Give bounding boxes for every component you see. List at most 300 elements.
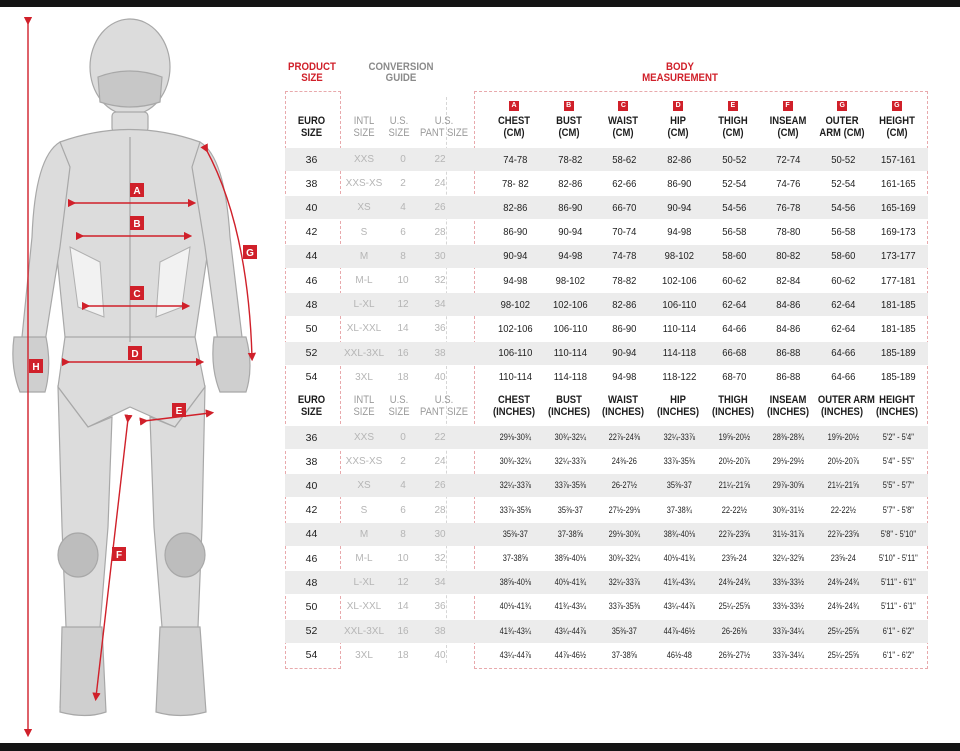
measurement-cell: 21¼-21⅝ xyxy=(718,480,750,492)
measurement-cell: 32¼-33⅞ xyxy=(609,577,641,589)
measurement-cell: 33⅞-34¼ xyxy=(773,649,805,661)
measurement-cell: 110-114 xyxy=(553,347,587,360)
measurement-cell: 98-102 xyxy=(555,274,585,287)
measurement-cell: 80-82 xyxy=(776,250,801,263)
measurement-cell: 157-161 xyxy=(880,153,916,166)
svg-text:D: D xyxy=(131,349,139,360)
us-size-cell: 10 xyxy=(397,275,409,286)
cm-header-us: U.S. SIZE xyxy=(388,115,410,139)
measurement-cell: 114-118 xyxy=(553,371,587,384)
measurement-cell: 41¾-43¼ xyxy=(554,601,586,613)
column-badge-icon: F xyxy=(783,101,793,111)
measurement-cell: 6'1" - 6'2" xyxy=(882,649,914,661)
us-size-cell: 18 xyxy=(397,371,409,383)
measurement-cell: 30¾-32¼ xyxy=(499,456,532,468)
measurement-cell: 44⅞-46½ xyxy=(663,625,696,637)
euro-size-cell: 38 xyxy=(305,177,318,190)
measurement-cell: 20½-20⅞ xyxy=(718,456,750,468)
intl-size-cell: M-L xyxy=(355,275,373,286)
column-badge-icon: G xyxy=(892,101,902,111)
euro-size-cell: 38 xyxy=(305,455,318,468)
measure-label-d-icon xyxy=(128,346,142,360)
intl-size-cell: XXS xyxy=(353,432,374,443)
euro-size-cell: 44 xyxy=(305,528,318,541)
table-row xyxy=(285,523,928,546)
measurement-cell: 23⅝-24 xyxy=(830,553,857,564)
measurement-cell: 33⅞-35⅜ xyxy=(609,601,641,613)
euro-size-cell: 54 xyxy=(305,649,318,662)
measurement-cell: 33⅛-33½ xyxy=(773,577,805,589)
euro-size-cell: 52 xyxy=(305,625,318,638)
us-size-cell: 2 xyxy=(400,456,406,468)
column-badge-icon: C xyxy=(618,101,628,111)
measurement-cell: 40⅛-41¾ xyxy=(554,577,586,589)
measurement-cell: 78-80 xyxy=(776,226,801,239)
table-row xyxy=(285,571,928,594)
intl-size-cell: XXS-XS xyxy=(345,178,383,190)
measurement-cell: 106-110 xyxy=(662,298,697,311)
euro-size-cell: 48 xyxy=(305,576,318,589)
table-row xyxy=(285,342,928,365)
euro-size-cell: 40 xyxy=(305,201,318,214)
pant-size-cell: 26 xyxy=(434,202,446,214)
measurement-cell: 54-56 xyxy=(831,201,856,214)
measurement-cell: 66-68 xyxy=(722,347,747,360)
measurement-cell: 58-62 xyxy=(612,153,637,166)
measurement-cell: 161-165 xyxy=(880,177,916,190)
measurement-cell: 5'8" - 5'10" xyxy=(880,528,916,540)
inch-header-1: BUST (INCHES) xyxy=(547,394,590,418)
us-size-cell: 0 xyxy=(400,154,406,165)
measurement-cell: 90-94 xyxy=(667,201,692,214)
measure-label-a-icon xyxy=(130,183,144,197)
us-size-cell: 12 xyxy=(397,299,409,311)
us-size-cell: 8 xyxy=(400,528,406,540)
pant-size-cell: 32 xyxy=(434,275,446,286)
measure-label-h-icon xyxy=(29,359,43,373)
measurement-cell: 5'5" - 5'7" xyxy=(882,480,914,492)
measurement-cells xyxy=(488,250,926,262)
measurement-cell: 86-90 xyxy=(557,201,583,214)
measurement-cells xyxy=(488,323,926,335)
measurement-cell: 60-62 xyxy=(722,274,747,287)
measurement-cell: 35⅜-37 xyxy=(502,528,528,540)
measurement-cell: 21¼-21⅝ xyxy=(827,480,860,492)
size-chart xyxy=(0,7,960,743)
measurement-cell: 24⅜-24¾ xyxy=(718,577,750,589)
measurement-cell: 90-94 xyxy=(557,226,583,239)
pant-size-cell: 24 xyxy=(434,456,446,468)
measurement-cell: 110-114 xyxy=(662,322,697,335)
measurement-cell: 6'1" - 6'2" xyxy=(882,625,914,637)
measurement-cell: 43¼-44⅞ xyxy=(554,625,586,637)
measurement-cells xyxy=(488,650,926,661)
cm-header-5: INSEAM (CM) xyxy=(769,115,806,139)
table-row xyxy=(285,474,928,497)
product-size-header: PRODUCT SIZE xyxy=(288,61,336,84)
pant-size-cell: 36 xyxy=(434,323,446,335)
measurement-cell: 43¼-44⅞ xyxy=(663,601,696,613)
measurement-cell: 41¾-43¼ xyxy=(663,577,696,589)
body-measurement-header: BODY MEASUREMENT xyxy=(642,61,718,84)
table-row xyxy=(285,269,928,292)
measure-label-c-icon xyxy=(130,286,144,300)
measurement-cell: 82-86 xyxy=(612,298,637,311)
measurement-cell: 60-62 xyxy=(831,274,856,287)
intl-size-cell: XS xyxy=(357,202,371,214)
measurement-cell: 25¼-25⅝ xyxy=(718,601,750,613)
table-row xyxy=(285,148,928,171)
measurement-cell: 82-86 xyxy=(503,201,528,214)
measurement-cell: 86-88 xyxy=(776,371,801,384)
measurement-cell: 78-82 xyxy=(612,274,637,287)
measurement-cell: 24⅜-24¾ xyxy=(827,601,860,613)
measurement-cell: 40⅛-41¾ xyxy=(663,553,696,564)
cm-header-2: WAIST (CM) xyxy=(608,115,639,139)
table-row xyxy=(285,547,928,570)
intl-size-cell: XS xyxy=(357,480,371,492)
measurement-cell: 37-38⅝ xyxy=(612,649,638,661)
inch-header-3: HIP (INCHES) xyxy=(657,394,700,418)
measurement-cell: 106-110 xyxy=(553,322,588,335)
conversion-guide-header: CONVERSION GUIDE xyxy=(368,61,434,84)
measurement-cell: 118-122 xyxy=(662,371,697,384)
measurement-cell: 26-26⅜ xyxy=(721,625,747,637)
column-badge-icon: D xyxy=(673,101,683,111)
measurement-cells xyxy=(488,553,926,564)
column-badge-icon: B xyxy=(564,101,574,111)
us-size-cell: 18 xyxy=(397,649,409,661)
measurement-cell: 98-102 xyxy=(500,298,531,311)
table-row xyxy=(285,245,928,268)
measurement-cell: 32¼-33⅞ xyxy=(663,432,696,443)
measurement-cell: 33⅞-34¼ xyxy=(773,625,805,637)
measurement-cell: 40⅛-41¾ xyxy=(499,601,532,613)
svg-text:H: H xyxy=(32,362,40,373)
intl-size-cell: XXS xyxy=(353,154,374,165)
cm-header-3: HIP (CM) xyxy=(667,115,689,139)
measurement-cell: 78-82 xyxy=(557,153,583,166)
intl-size-cell: S xyxy=(360,504,368,516)
pant-size-cell: 38 xyxy=(434,347,446,359)
measurement-cell: 23⅝-24 xyxy=(721,553,747,564)
measurement-cell: 114-118 xyxy=(662,347,697,360)
rider-suit-illustration xyxy=(0,7,275,743)
cm-header-intl: INTL SIZE xyxy=(353,115,375,139)
intl-size-cell: XXS-XS xyxy=(345,456,383,468)
measurement-cell: 185-189 xyxy=(880,371,916,384)
svg-text:F: F xyxy=(115,550,123,561)
measurement-cell: 29⅛-30¾ xyxy=(609,528,641,540)
measurement-cell: 29⅛-30¾ xyxy=(499,432,532,443)
measurement-cell: 5'2" - 5'4" xyxy=(882,432,914,443)
us-size-cell: 16 xyxy=(397,347,409,359)
measurement-cell: 44⅞-46½ xyxy=(554,649,586,661)
measurement-cells xyxy=(488,626,926,637)
intl-size-cell: XXL-3XL xyxy=(343,625,385,637)
inch-header-intl: INTL SIZE xyxy=(353,394,375,418)
measurement-cell: 24⅜-26 xyxy=(612,456,638,468)
measurement-cell: 62-66 xyxy=(612,177,637,190)
pant-size-cell: 30 xyxy=(434,528,446,540)
measurement-cell: 64-66 xyxy=(831,371,856,384)
euro-size-cell: 46 xyxy=(305,552,318,565)
measurement-cell: 52-54 xyxy=(722,177,747,190)
measurement-cells xyxy=(488,299,926,311)
cm-header-euro: EURO SIZE xyxy=(297,115,326,139)
measurement-cells xyxy=(488,154,926,166)
intl-size-cell: L-XL xyxy=(353,577,375,589)
measurement-cell: 26-27½ xyxy=(612,480,638,492)
measurement-cell: 102-106 xyxy=(662,274,697,287)
pant-size-cell: 36 xyxy=(434,601,446,613)
table-row xyxy=(285,595,928,618)
measurement-cell: 173-177 xyxy=(880,250,916,263)
pant-size-cell: 34 xyxy=(434,299,446,311)
pant-size-cell: 38 xyxy=(434,625,446,637)
measurement-cell: 29⅛-29½ xyxy=(773,456,805,468)
measurement-cell: 106-110 xyxy=(498,347,533,360)
table-row xyxy=(285,450,928,473)
measurement-cell: 94-98 xyxy=(557,250,583,263)
measurement-cell: 102-106 xyxy=(552,298,588,311)
pant-size-cell: 40 xyxy=(434,649,446,661)
measurement-cells xyxy=(488,577,926,588)
euro-size-cell: 52 xyxy=(305,347,318,360)
cm-header-4: THIGH (CM) xyxy=(718,115,748,139)
cm-header-pant: U.S. PANT SIZE xyxy=(419,115,468,139)
euro-size-cell: 36 xyxy=(305,431,318,444)
measurement-cell: 169-173 xyxy=(880,226,916,239)
measurement-cell: 29⅞-30⅝ xyxy=(773,480,805,492)
pant-size-cell: 40 xyxy=(434,371,446,383)
measurement-cell: 74-78 xyxy=(612,250,637,263)
svg-text:A: A xyxy=(133,186,141,197)
measurement-cell: 64-66 xyxy=(831,347,856,360)
measurement-cells xyxy=(488,505,926,516)
measurement-cell: 177-181 xyxy=(880,274,916,287)
us-size-cell: 16 xyxy=(397,625,409,637)
inch-header-2: WAIST (INCHES) xyxy=(602,394,645,418)
measurement-cell: 33⅞-35⅜ xyxy=(663,456,696,468)
measurement-cell: 110-114 xyxy=(498,371,532,384)
column-badge-icon: E xyxy=(728,101,738,111)
measurement-cell: 22⅞-23⅝ xyxy=(718,528,750,540)
measurement-cell: 27½-29⅛ xyxy=(609,504,641,516)
measurement-cell: 35⅜-37 xyxy=(557,504,583,516)
euro-size-cell: 50 xyxy=(305,600,318,613)
measurement-cell: 38⅝-40⅛ xyxy=(499,577,532,589)
measurement-cell: 37-38⅝ xyxy=(557,528,583,540)
pant-size-cell: 34 xyxy=(434,577,446,589)
column-badge-icon: A xyxy=(509,101,519,111)
table-row xyxy=(285,317,928,340)
table-row xyxy=(285,221,928,244)
measurement-cell: 33⅞-35⅜ xyxy=(554,480,586,492)
pant-size-cell: 22 xyxy=(434,432,446,443)
inch-header-6: OUTER ARM (INCHES) xyxy=(818,394,876,418)
table-row xyxy=(285,293,928,316)
us-size-cell: 6 xyxy=(400,504,406,516)
euro-size-cell: 40 xyxy=(305,479,318,492)
measurement-cell: 33⅛-33½ xyxy=(773,601,805,613)
measurement-cell: 76-78 xyxy=(776,201,801,214)
measurement-cell: 26⅜-27½ xyxy=(718,649,750,661)
pant-size-cell: 22 xyxy=(434,154,446,165)
cm-header-0: CHEST (CM) xyxy=(497,115,531,139)
measurement-cell: 37-38⅝ xyxy=(502,553,528,564)
cm-header-7: HEIGHT (CM) xyxy=(879,115,915,139)
euro-size-cell: 36 xyxy=(305,153,318,166)
measure-label-f-icon xyxy=(112,547,126,561)
measurement-cell: 58-60 xyxy=(722,250,747,263)
us-size-cell: 0 xyxy=(400,432,406,443)
measurement-cell: 37-38¾ xyxy=(666,504,692,516)
inch-header-us: U.S. SIZE xyxy=(388,394,410,418)
measurement-cell: 32¼-32⅝ xyxy=(773,553,805,564)
pant-size-cell: 30 xyxy=(434,250,446,262)
measure-label-b-icon xyxy=(130,216,144,230)
euro-size-cell: 42 xyxy=(305,504,318,517)
measurement-cells xyxy=(488,347,926,359)
measurement-cell: 52-54 xyxy=(831,177,856,190)
measurement-cell: 82-84 xyxy=(776,274,801,287)
measurement-cell: 5'11" - 6'1" xyxy=(880,601,916,613)
measurement-cell: 62-64 xyxy=(831,298,856,311)
measurement-cell: 30¾-31½ xyxy=(773,504,805,516)
measurement-cell: 33⅞-35⅜ xyxy=(499,504,532,516)
measurement-cell: 5'10" - 5'11" xyxy=(878,553,918,564)
intl-size-cell: M-L xyxy=(355,553,373,564)
measurement-cell: 86-90 xyxy=(612,322,637,335)
measurement-cells xyxy=(488,178,926,190)
us-size-cell: 4 xyxy=(400,480,406,492)
measurement-cells xyxy=(488,202,926,214)
measurement-cell: 31½-31⅞ xyxy=(773,528,805,540)
intl-size-cell: 3XL xyxy=(355,649,373,661)
measurement-cell: 19⅝-20½ xyxy=(827,432,860,443)
measurement-cells xyxy=(488,275,926,287)
us-size-cell: 2 xyxy=(400,178,406,190)
measurement-cell: 72-74 xyxy=(776,153,801,166)
us-size-cell: 14 xyxy=(397,323,409,335)
measure-label-e-icon xyxy=(172,403,186,417)
measurement-cell: 41¾-43¼ xyxy=(499,625,532,637)
measurement-cell: 78- 82 xyxy=(501,177,529,190)
column-badge-icon: G xyxy=(837,101,847,111)
measurement-cell: 24⅜-24¾ xyxy=(827,577,860,589)
measurement-cell: 20½-20⅞ xyxy=(827,456,860,468)
measurement-cell: 90-94 xyxy=(503,250,528,263)
pant-size-cell: 26 xyxy=(434,480,446,492)
measurement-cell: 66-70 xyxy=(612,201,637,214)
cm-header-1: BUST (CM) xyxy=(555,115,582,139)
measurement-cell: 86-90 xyxy=(503,226,528,239)
inch-header-pant: U.S. PANT SIZE xyxy=(419,394,468,418)
measurement-cells xyxy=(488,480,926,491)
measurement-cells xyxy=(488,226,926,238)
measurement-cell: 54-56 xyxy=(722,201,747,214)
measurement-cell: 50-52 xyxy=(722,153,747,166)
euro-size-cell: 48 xyxy=(305,298,318,311)
measurement-cell: 35⅜-37 xyxy=(612,625,638,637)
intl-size-cell: XXL-3XL xyxy=(343,347,385,359)
measurement-cell: 19⅝-20½ xyxy=(718,432,750,443)
measurement-cells xyxy=(488,432,926,443)
measurement-cell: 25¼-25⅝ xyxy=(827,625,860,637)
us-size-cell: 14 xyxy=(397,601,409,613)
euro-size-cell: 42 xyxy=(305,226,318,239)
svg-text:G: G xyxy=(246,248,254,259)
measurement-cell: 94-98 xyxy=(612,371,637,384)
intl-size-cell: M xyxy=(359,528,369,540)
table-row xyxy=(285,172,928,195)
us-size-cell: 10 xyxy=(397,553,409,564)
measurement-cell: 74-76 xyxy=(776,177,801,190)
measurement-cell: 5'4" - 5'5" xyxy=(882,456,914,468)
intl-size-cell: L-XL xyxy=(353,299,375,311)
measurement-cell: 181-185 xyxy=(880,322,916,335)
table-row xyxy=(285,426,928,449)
measurement-cell: 30¾-32¼ xyxy=(609,553,641,564)
measurement-cell: 94-98 xyxy=(503,274,528,287)
measurement-cells xyxy=(488,456,926,467)
measurement-cell: 84-86 xyxy=(776,298,801,311)
measurement-cell: 86-90 xyxy=(667,177,692,190)
pant-size-cell: 28 xyxy=(434,504,446,516)
us-size-cell: 8 xyxy=(400,250,406,262)
intl-size-cell: M xyxy=(359,250,369,262)
measurement-cell: 70-74 xyxy=(612,226,637,239)
measurement-cell: 58-60 xyxy=(831,250,856,263)
euro-size-cell: 50 xyxy=(305,322,318,335)
measurement-cell: 50-52 xyxy=(831,153,856,166)
measurement-cell: 22⅞-24⅜ xyxy=(609,432,641,443)
measurement-cell: 98-102 xyxy=(664,250,695,263)
intl-size-cell: XL-XXL xyxy=(346,601,382,613)
inch-header-0: CHEST (INCHES) xyxy=(492,394,536,418)
measurement-cell: 64-66 xyxy=(722,322,747,335)
inch-header-euro: EURO SIZE xyxy=(297,394,326,418)
measurement-cell: 56-58 xyxy=(722,226,747,239)
measurement-cell: 94-98 xyxy=(667,226,692,239)
measurement-cell: 185-189 xyxy=(880,347,916,360)
measurement-cell: 46½-48 xyxy=(666,649,692,661)
measurement-cell: 74-78 xyxy=(503,153,528,166)
measurement-cell: 22⅞-23⅝ xyxy=(827,528,860,540)
measurement-cells xyxy=(488,529,926,540)
measurement-cell: 68-70 xyxy=(722,371,747,384)
pant-size-cell: 24 xyxy=(434,178,446,190)
euro-size-cell: 46 xyxy=(305,274,318,287)
measure-label-g-icon xyxy=(243,245,257,259)
table-row xyxy=(285,366,928,389)
measurement-cell: 102-106 xyxy=(497,322,533,335)
measurement-cell: 30¾-32¼ xyxy=(554,432,586,443)
table-row xyxy=(285,196,928,219)
euro-size-cell: 44 xyxy=(305,250,318,263)
table-row xyxy=(285,499,928,522)
measurement-cell: 86-88 xyxy=(776,347,801,360)
measurement-cell: 82-86 xyxy=(667,153,692,166)
measurement-cell: 38⅝-40⅛ xyxy=(554,553,586,564)
measurement-cell: 90-94 xyxy=(612,347,637,360)
measurement-cell: 38¾-40⅛ xyxy=(663,528,696,540)
svg-text:E: E xyxy=(175,406,183,417)
table-row xyxy=(285,620,928,643)
measurement-cell: 5'7" - 5'8" xyxy=(882,504,914,516)
measurement-cell: 165-169 xyxy=(880,201,916,214)
